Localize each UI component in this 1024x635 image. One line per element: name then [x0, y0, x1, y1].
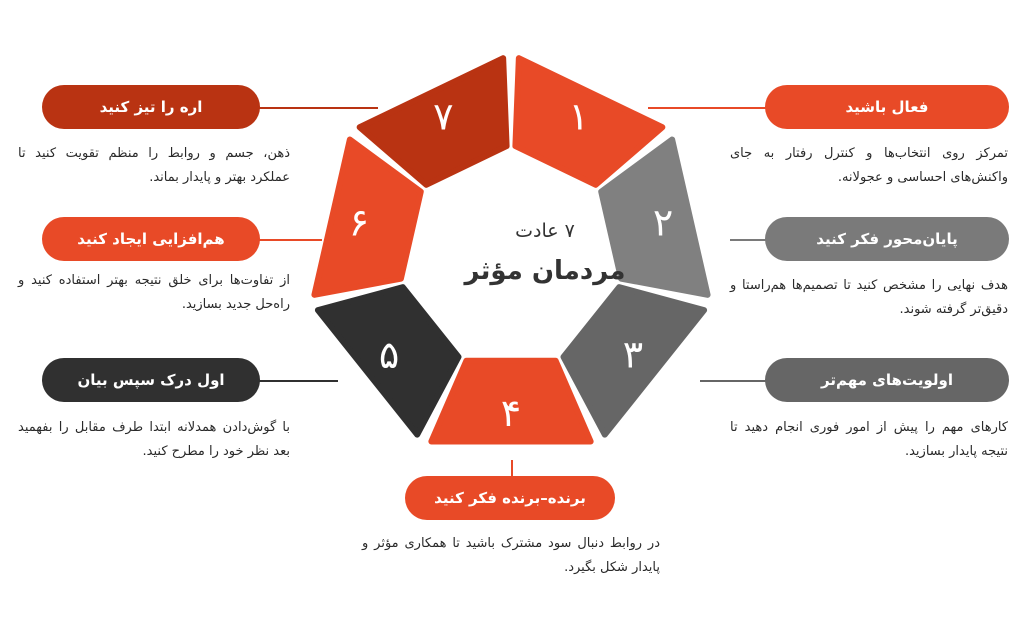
habit-6-title: هم‌افزایی ایجاد کنید	[42, 217, 260, 261]
wheel-segment-5-number: ۵	[378, 332, 400, 377]
wheel-segment-6-number: ۶	[348, 200, 370, 245]
habit-5-title: اول درک سپس بیان	[42, 358, 260, 402]
habit-7-description: ذهن، جسم و روابط را منظم تقویت کنید تا عملکرد بهتر و پایدار بماند.	[18, 146, 290, 185]
habit-3-description: کارهای مهم را پیش از امور فوری انجام دهید تا نتیجه پایدار بسازید.	[730, 420, 1008, 459]
wheel-segment-7-number: ۷	[433, 94, 454, 139]
wheel-segment-3-number: ۳	[622, 332, 644, 377]
habit-2-description: هدف نهایی را مشخص کنید تا تصمیم‌ها هم‌راستا و دقیق‌تر گرفته شوند.	[730, 278, 1008, 317]
wheel-segment-2-number: ۲	[652, 200, 674, 245]
habit-3-title: اولویت‌های مهم‌تر	[765, 358, 1009, 402]
connector-2	[730, 239, 770, 241]
connector-1	[648, 107, 768, 109]
habit-6-description: از تفاوت‌ها برای خلق نتیجه بهتر استفاده کنید و راه‌حل جدید بسازید.	[18, 273, 290, 312]
center-subtitle: ۷ عادت	[515, 220, 575, 242]
habit-2-title: پایان‌محور فکر کنید	[765, 217, 1009, 261]
center-title: مردمان مؤثر	[464, 256, 626, 286]
connector-6	[258, 239, 322, 241]
habit-1-description: تمرکز روی انتخاب‌ها و کنترل رفتار به جای واکنش‌های احساسی و عجولانه.	[730, 146, 1008, 185]
habit-1-title: فعال باشید	[765, 85, 1009, 129]
wheel-segment-1-number: ۱	[568, 94, 589, 139]
connector-5	[258, 380, 338, 382]
habit-4-title: برنده–برنده فکر کنید	[405, 476, 615, 520]
habit-5-description: با گوش‌دادن همدلانه ابتدا طرف مقابل را بفهمید بعد نظر خود را مطرح کنید.	[18, 420, 290, 459]
connector-7	[258, 107, 378, 109]
connector-3	[700, 380, 768, 382]
habit-4-description: در روابط دنبال سود مشترک باشید تا همکاری مؤثر و پایدار شکل بگیرد.	[362, 536, 660, 575]
wheel-segment-4-number: ۴	[500, 391, 522, 435]
habit-7-title: اره را تیز کنید	[42, 85, 260, 129]
